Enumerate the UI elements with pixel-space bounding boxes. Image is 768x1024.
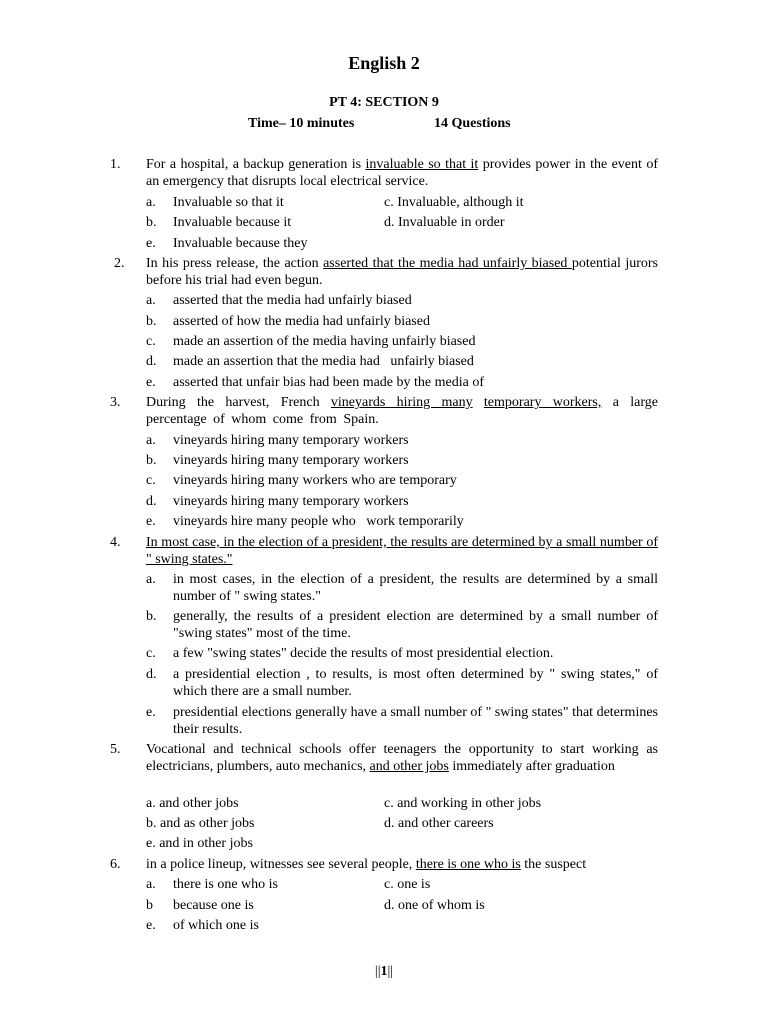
- option-b: b. and as other jobs: [146, 816, 255, 831]
- option-d: d. one of whom is: [384, 898, 485, 913]
- question-6-stem: in a police lineup, witnesses see several people, there is one who is the suspect: [146, 857, 587, 872]
- option-c: c. and working in other jobs: [384, 796, 542, 811]
- option-e: e. and in other jobs: [146, 836, 253, 851]
- time-and-count: [248, 116, 511, 132]
- underlined-phrase: In most case, in the election of a president, the results are determined by a small number of " swing states.": [146, 535, 658, 567]
- underlined-phrase: and other jobs: [369, 759, 449, 774]
- underlined-phrase: asserted that the media had unfairly biased: [323, 256, 572, 271]
- underlined-phrase: temporary workers,: [483, 395, 602, 410]
- option-d: d. Invaluable in order: [384, 215, 505, 230]
- question-2-stem: In his press release, the action asserted that the media had unfairly biased potential jurors before his trial had even begun.: [146, 256, 658, 288]
- option-d: d. and other careers: [384, 816, 494, 831]
- test-page: English 2 PT 4: SECTION 9 Time– 10 minutes 14 Questions 1. For a hospital, a backup generation is invaluable so that it provides power in the event of an emergency that disrupts local electrical service. a. Invaluable so that it c. Invaluable, although it b. Invaluable because it d. Invaluable in order e. Invaluable because they 2. In his press release, the action asserted that the media had unfairly biased potential jurors before his trial had even begun. a. asserted that the media had unfairly biased b. asserted of how the media had unfairly biased c. made an assertion of the media having unfairly biased d. made an assertion that the media had unfairly biased e. asserted that unfair bias had been made by the media of 3. During the harvest, French vineyards hiring many temporary workers, a large percentage of whom come from Spain. a. vineyards hiring many temporary workers b. vineyards hiring many temporary workers c. vineyards hiring many workers who are temporary d. vineyards hiring many temporary workers e. vineyards hire many people who work temporarily 4. In most case, in the election of a president, the results are determined by a small number of " swing states." a. in most cases, in the election of a president, the results are determined by a small number of " swing states." b. generally, the results of a president election are determined by a small number of "swing states" most of the time. c. a few "swing states" decide the results of most presidential election. d. a presidential election , to results, is most often determined by " swing states," of which there are a small number. e. presidential elections generally have a small number of " swing states" that determines their results. 5. Vocational and technical schools offer teenagers the opportunity to start working as electricians, plumbers, auto mechanics, and other jobs immediately after graduation a. and other jobs c. and working in other jobs b. and as other jobs d. and other careers e. and in other jobs 6. in a police lineup, witnesses see several people, there is one who is the suspect a. there is one who is c. one is b because one is d. one of whom is e. of which one is ||1||: [0, 0, 768, 1024]
- section-heading: PT 4: SECTION 9: [329, 95, 439, 110]
- page-number: ||1||: [374, 964, 394, 979]
- option-a: a. and other jobs: [146, 796, 239, 811]
- question-1-stem: For a hospital, a backup generation is invaluable so that it provides power in the event of an emergency that disrupts local electrical service.: [146, 157, 658, 189]
- time-limit: Time– 10 minutes: [248, 116, 355, 131]
- question-number: 2.: [114, 256, 125, 271]
- question-count: 14 Questions: [434, 116, 511, 131]
- question-4-stem: [146, 534, 658, 568]
- underlined-phrase: vineyards hiring many: [330, 395, 473, 410]
- page-title: English 2: [348, 53, 420, 73]
- underlined-phrase: there is one who is: [415, 857, 521, 872]
- question-number: 4.: [110, 535, 121, 550]
- question-number: 5.: [110, 742, 121, 757]
- option-c: c. one is: [384, 877, 431, 892]
- question-number: 3.: [110, 395, 121, 410]
- option-c: c. Invaluable, although it: [384, 195, 524, 210]
- question-number: 1.: [110, 157, 121, 172]
- underlined-phrase: invaluable so that it: [365, 157, 479, 172]
- question-number: 6.: [110, 857, 121, 872]
- question-5-stem: Vocational and technical schools offer teenagers the opportunity to start working as electricians, plumbers, auto mechanics, and other jobs immediately after graduation: [146, 742, 658, 774]
- question-3-stem: During the harvest, French vineyards hiring many temporary workers, a large percentage of whom come from Spain.: [146, 395, 658, 427]
